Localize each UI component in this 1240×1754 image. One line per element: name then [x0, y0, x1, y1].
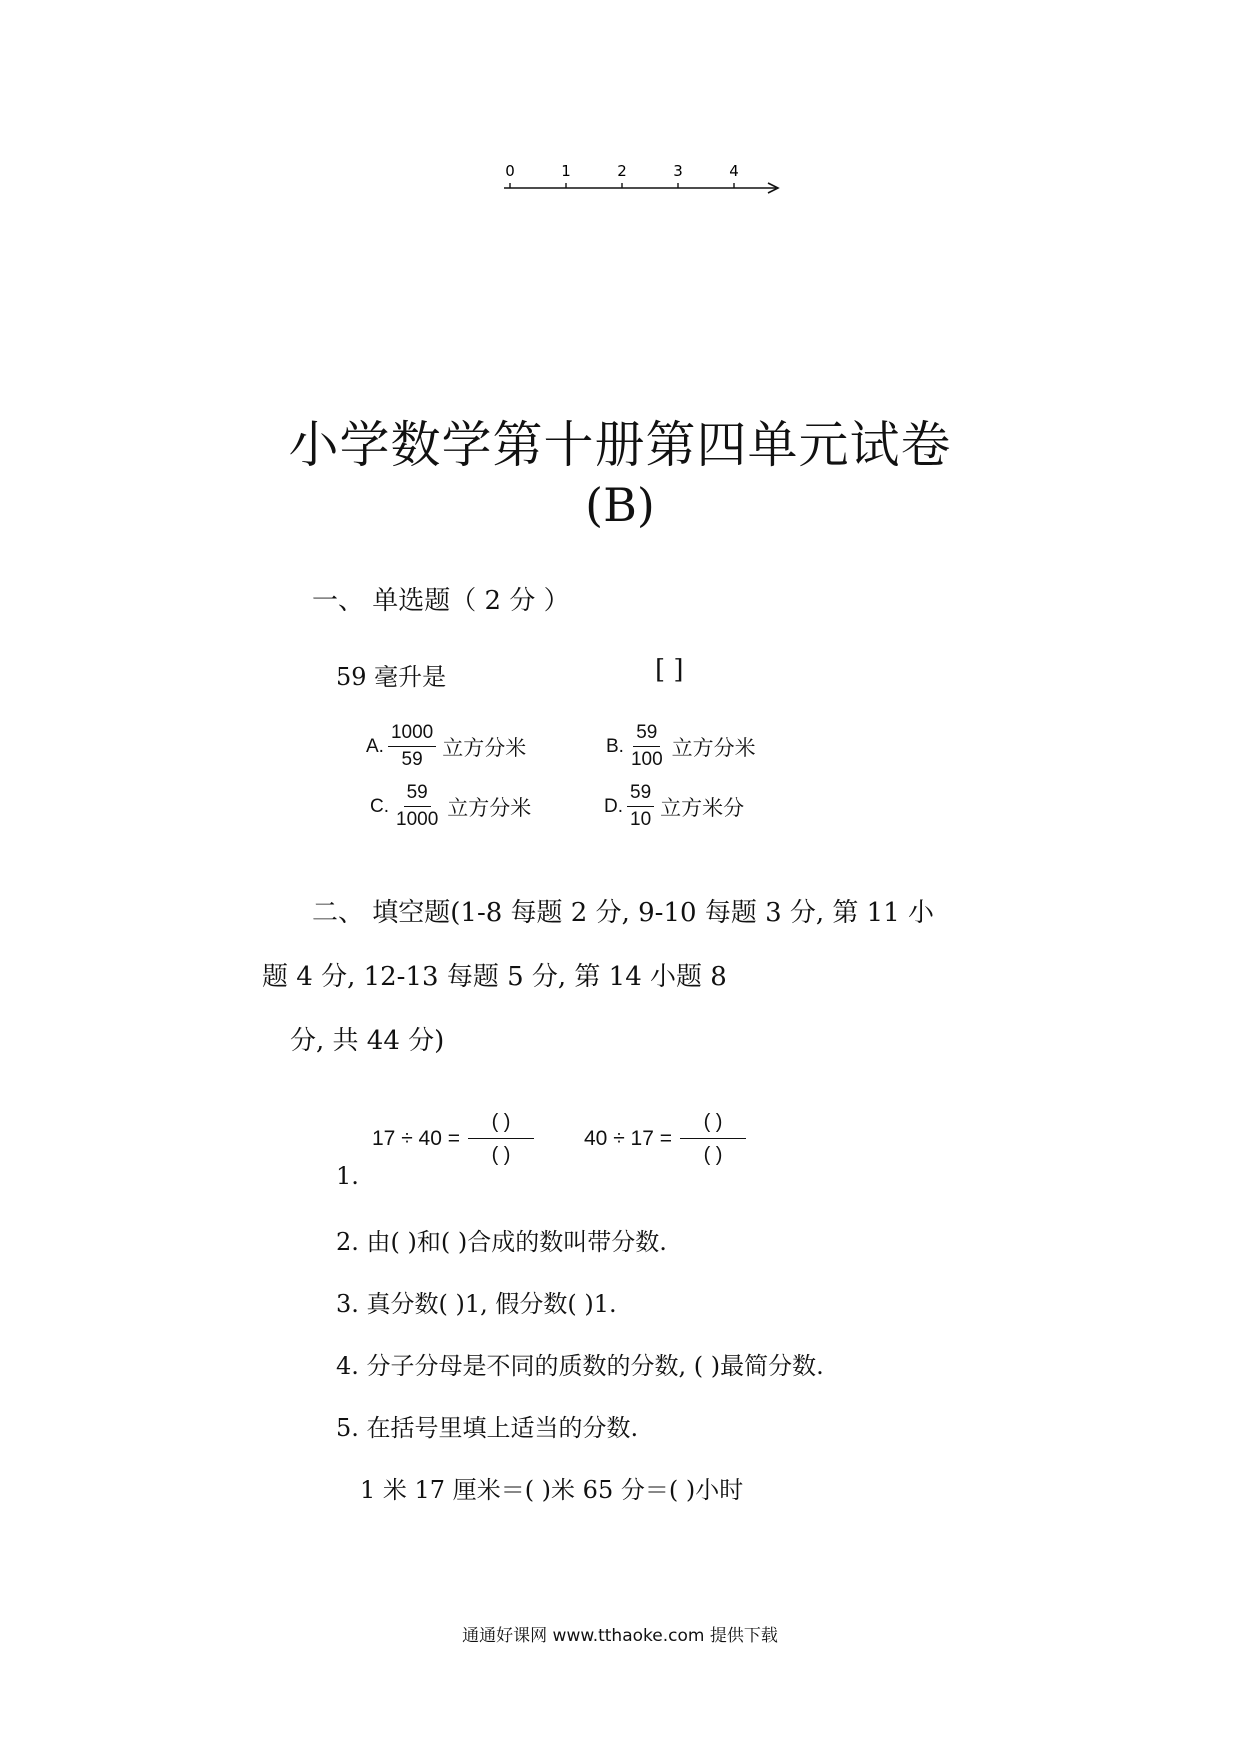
fraction-denominator: 100 — [630, 749, 663, 770]
option-c — [370, 780, 531, 833]
option-b — [606, 720, 756, 773]
option-unit: 立方分米 — [671, 736, 756, 760]
number-line-tick-label: 4 — [729, 162, 739, 180]
q5-text: 5. 在括号里填上适当的分数. — [336, 1414, 639, 1442]
fraction-numerator: 59 — [404, 780, 431, 807]
q4-text: 4. 分子分母是不同的质数的分数, ( )最简分数. — [336, 1352, 824, 1380]
number-line-figure — [500, 160, 790, 200]
section2-heading-line1: 二、 填空题(1-8 每题 2 分, 9-10 每题 3 分, 第 11 小 — [312, 898, 935, 928]
q1-equation-1 — [372, 1106, 534, 1171]
section1-question: 59 毫升是 — [336, 663, 447, 691]
fraction-denominator: 1000 — [396, 809, 439, 830]
option-letter: B. — [606, 735, 624, 757]
answer-numerator: ( ) — [680, 1106, 746, 1139]
fraction — [393, 780, 441, 833]
option-letter: D. — [604, 795, 623, 817]
fraction-numerator: 59 — [627, 780, 654, 807]
option-a — [366, 720, 526, 773]
page-title: 小学数学第十册第四单元试卷 — [288, 416, 952, 474]
option-unit: 立方分米 — [442, 736, 527, 760]
fraction-denominator: 10 — [630, 809, 652, 830]
answer-fraction — [680, 1106, 746, 1171]
answer-bracket: [ ] — [655, 655, 684, 685]
answer-denominator: ( ) — [491, 1144, 511, 1166]
fraction — [628, 720, 666, 773]
section2-heading-line3: 分, 共 44 分) — [290, 1026, 445, 1056]
option-unit: 立方米分 — [660, 796, 745, 820]
q1-equation-2 — [584, 1106, 746, 1171]
answer-numerator: ( ) — [468, 1106, 534, 1139]
option-unit: 立方分米 — [447, 796, 532, 820]
page-subtitle: (B) — [585, 478, 655, 532]
fraction-denominator: 59 — [401, 749, 423, 770]
page-footer: 通通好课网 www.tthaoke.com 提供下载 — [462, 1626, 778, 1646]
number-line-tick-label: 3 — [673, 162, 683, 180]
number-line-tick-label: 2 — [617, 162, 627, 180]
number-line-tick-label: 1 — [561, 162, 571, 180]
q3-text: 3. 真分数( )1, 假分数( )1. — [336, 1290, 617, 1318]
section2-heading-line2: 题 4 分, 12-13 每题 5 分, 第 14 小题 8 — [262, 962, 727, 992]
fraction-numerator: 1000 — [388, 720, 436, 747]
number-line-tick-label: 0 — [505, 162, 515, 180]
q2-text: 2. 由( )和( )合成的数叫带分数. — [336, 1228, 667, 1256]
equation-left: 40 ÷ 17 = — [584, 1126, 673, 1150]
q5-conversion-line: 1 米 17 厘米＝( )米 65 分＝( )小时 — [360, 1476, 744, 1504]
fraction — [627, 780, 654, 833]
q1-number: 1. — [336, 1162, 359, 1190]
section1-heading: 一、 单选题（ 2 分 ） — [312, 586, 570, 616]
answer-fraction — [468, 1106, 534, 1171]
fraction — [388, 720, 436, 773]
option-letter: C. — [370, 795, 389, 817]
fraction-numerator: 59 — [633, 720, 660, 747]
equation-left: 17 ÷ 40 = — [372, 1126, 461, 1150]
option-letter: A. — [366, 735, 384, 757]
answer-denominator: ( ) — [703, 1144, 723, 1166]
option-d — [604, 780, 744, 833]
